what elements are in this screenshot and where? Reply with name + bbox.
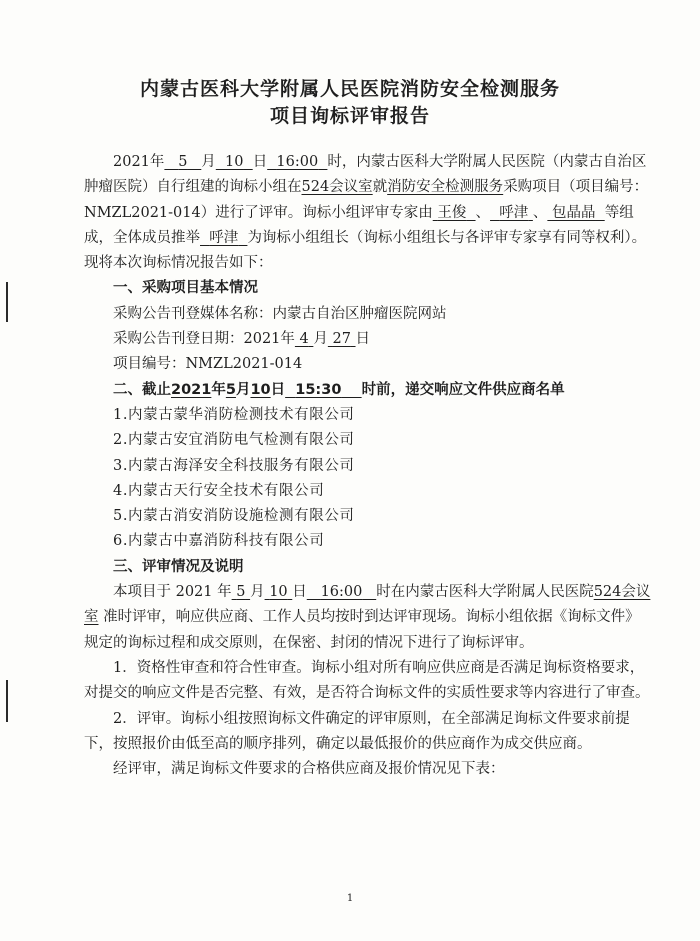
project-code-line: 项目编号：NMZL2021-014 bbox=[113, 356, 303, 373]
document-title-line2: 项目询标评审报告 bbox=[269, 105, 430, 127]
page-number: 1 bbox=[346, 893, 354, 904]
review-paragraph: 本项目于 2021 年 5 月 10 日 16:00 时在内蒙古医科大学附属人民医院524会议室 准时评审，响应供应商、工作人员均按时到达评审现场。询标小组依据《询标文件》规定的询标过程和成交原则，在保密、封闭的情况下进行了询标评审。 bbox=[84, 584, 651, 651]
section2-heading: 二、截止2021年5月10日 15:30 时前，递交响应文件供应商名单 bbox=[113, 381, 565, 398]
supplier-item: 2.内蒙古安宜消防电气检测有限公司 bbox=[113, 432, 355, 449]
supplier-item: 4.内蒙古天行安全技术有限公司 bbox=[113, 482, 325, 499]
document-title-line1: 内蒙古医科大学附属人民医院消防安全检测服务 bbox=[139, 78, 560, 100]
binding-mark bbox=[6, 282, 8, 322]
supplier-item: 3.内蒙古海泽安全科技服务有限公司 bbox=[113, 457, 355, 474]
intro-room: 524会议室 bbox=[301, 179, 373, 196]
binding-mark bbox=[6, 680, 8, 722]
qualification-paragraph: 1．资格性审查和符合性审查。询标小组对所有响应供应商是否满足询标资格要求，对提交的响应文件是否完整、有效，是否符合询标文件的实质性要求等内容进行了审查。 bbox=[84, 659, 650, 702]
supplier-item: 6.内蒙古中嘉消防科技有限公司 bbox=[113, 533, 325, 550]
publish-date-line: 采购公告刊登日期：2021年 4 月 27 日 bbox=[113, 331, 371, 348]
intro-project: 消防安全检测服务 bbox=[387, 179, 504, 196]
section3-heading: 三、评审情况及说明 bbox=[113, 558, 244, 575]
supplier-item: 1.内蒙古蒙华消防检测技术有限公司 bbox=[113, 406, 355, 423]
intro-paragraph: 2021年 5 月 10 日 16:00 时，内蒙古医科大学附属人民医院（内蒙古自治区肿瘤医院）自行组建的询标小组在524会议室就消防安全检测服务采购项目（项目编号：NMZL2021-014）进行了评审。询标小组评审专家由 王俊 、 呼津 、 包晶晶 等组成，全体成员推举 呼津 为询标小组组长（询标小组组长与各评审专家享有同等权利）。现将本次询标情况报告如下： bbox=[84, 154, 649, 272]
document-body bbox=[84, 150, 654, 782]
group-leader: 呼津 bbox=[209, 229, 239, 246]
intro-time: 16:00 bbox=[276, 154, 319, 170]
section1-heading: 一、采购项目基本情况 bbox=[113, 280, 258, 297]
media-line: 采购公告刊登媒体名称：内蒙古自治区肿瘤医院网站 bbox=[113, 305, 447, 322]
result-paragraph: 经评审，满足询标文件要求的合格供应商及报价情况见下表： bbox=[113, 761, 505, 778]
expert-1: 王俊 bbox=[437, 204, 467, 221]
supplier-item: 5.内蒙古消安消防设施检测有限公司 bbox=[113, 508, 355, 525]
evaluation-paragraph: 2．评审。询标小组按照询标文件确定的评审原则，在全部满足询标文件要求前提下，按照报价由低至高的顺序排列，确定以最低报价的供应商作为成交供应商。 bbox=[84, 710, 630, 752]
expert-3: 包晶晶 bbox=[551, 204, 596, 221]
expert-2: 呼津 bbox=[499, 204, 529, 221]
intro-month: 5 bbox=[178, 154, 188, 170]
intro-day: 10 bbox=[225, 154, 244, 170]
